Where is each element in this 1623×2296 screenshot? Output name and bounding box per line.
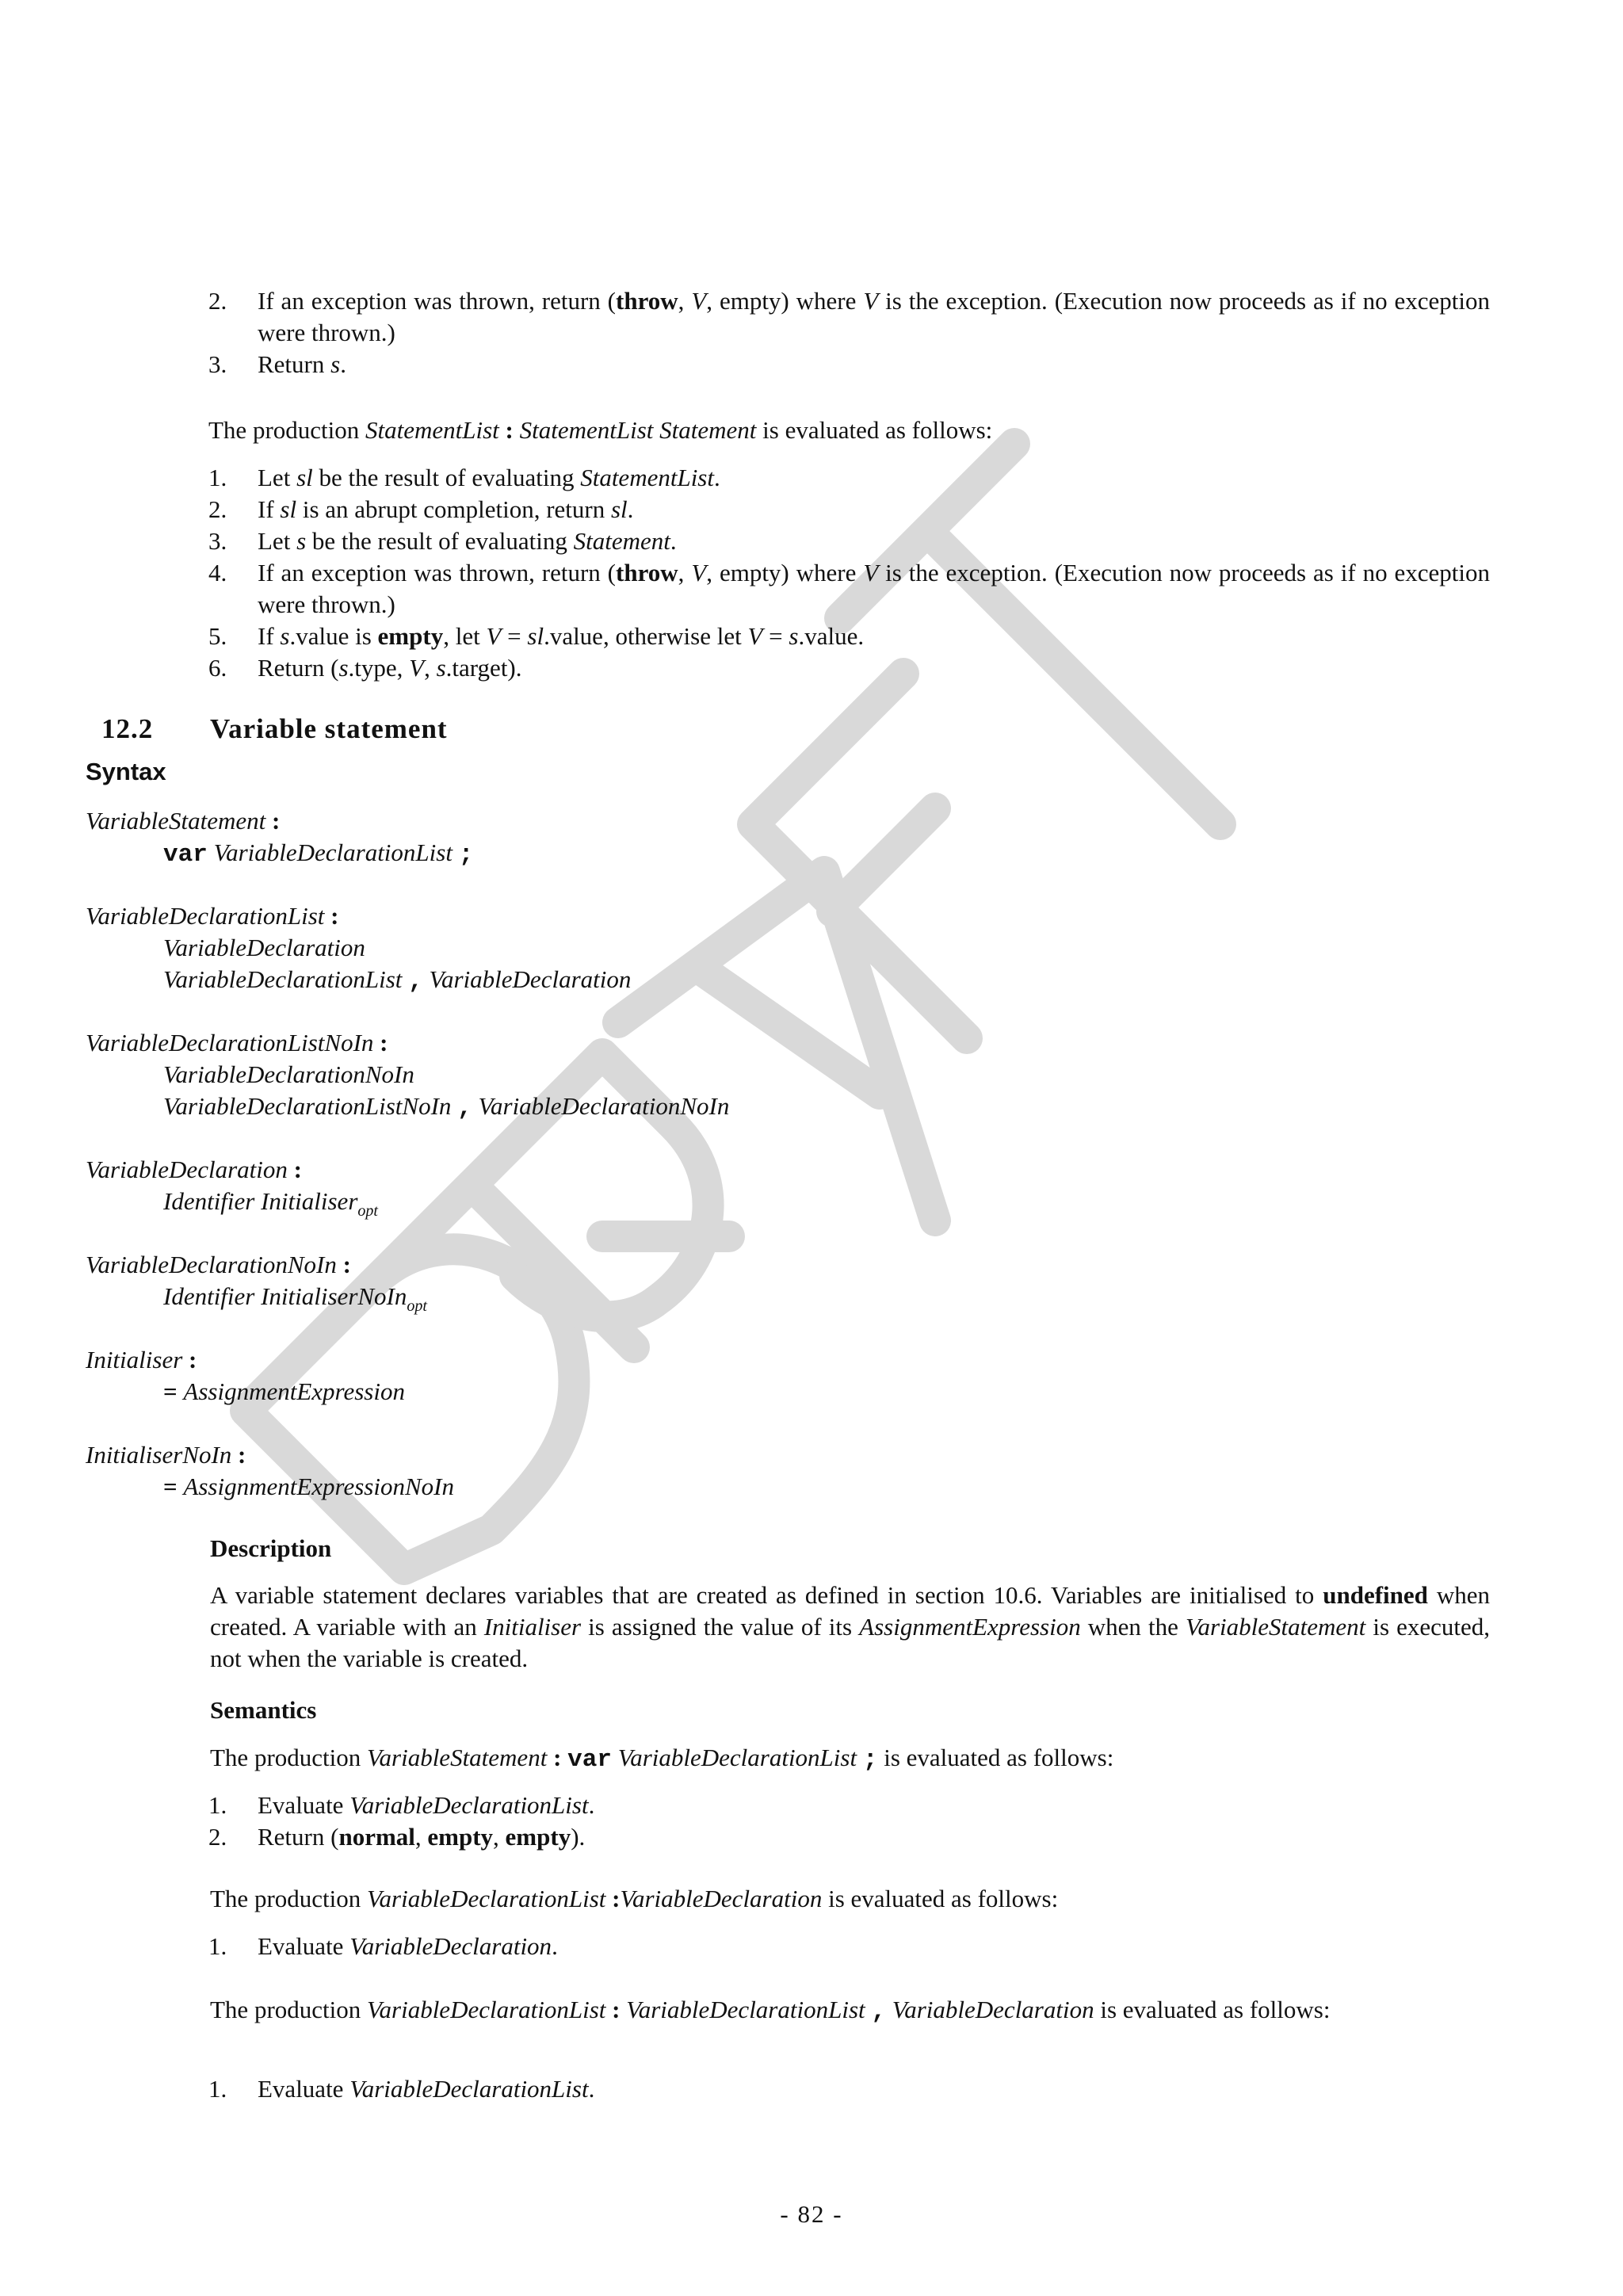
list-item (208, 1931, 1490, 1962)
step-number: 1. (208, 464, 227, 491)
step-text: Evaluate VariableDeclaration. (258, 1932, 558, 1960)
list-item (208, 621, 1490, 652)
step-text: Evaluate VariableDeclarationList. (258, 1791, 595, 1819)
section-number: 12.2 (101, 713, 154, 744)
step-number: 2. (208, 287, 227, 315)
grammar-rhs: Identifier Initialiser$_{opt}$ (163, 1187, 378, 1220)
list-item (208, 2073, 1490, 2105)
step-text: Return (normal, empty, empty). (258, 1823, 586, 1851)
grammar-rhs: VariableDeclarationNoIn (163, 1060, 414, 1088)
semantics-steps-list-1 (208, 1790, 1490, 1853)
statementlist-production-paragraph: The production StatementList : StatementList Statement is evaluated as follows: (208, 416, 993, 444)
semantics-steps-list-2 (208, 1931, 1490, 1962)
semantics-heading: Semantics (210, 1696, 317, 1724)
step-text: Let s be the result of evaluating Statement. (258, 527, 677, 555)
list-item (208, 494, 1490, 525)
list-item (208, 525, 1490, 557)
intro-steps-list (208, 285, 1490, 380)
grammar-lhs: Initialiser : (86, 1346, 197, 1373)
semantics-paragraph-3: The production VariableDeclarationList : VariableDeclarationList , VariableDeclaration is evaluated as follows: (210, 1996, 1331, 2026)
step-number: 2. (208, 495, 227, 523)
grammar-rhs: = AssignmentExpression (163, 1377, 405, 1405)
grammar-lhs: VariableDeclarationListNoIn : (86, 1029, 388, 1056)
step-text: If an exception was thrown, return (throw, V, empty) where V is the exception. (Execution now proceeds as if no exception were thrown.) (258, 287, 1490, 346)
step-number: 3. (208, 527, 227, 555)
step-text: Let sl be the result of evaluating StatementList. (258, 464, 720, 491)
step-text: Evaluate VariableDeclarationList. (258, 2075, 595, 2103)
step-text: If an exception was thrown, return (throw, V, empty) where V is the exception. (Execution now proceeds as if no exception were thrown.) (258, 559, 1490, 618)
watermark-letter-a (618, 872, 935, 1221)
step-text: If s.value is empty, let V = sl.value, otherwise let V = s.value. (258, 622, 865, 650)
grammar-rhs: VariableDeclarationListNoIn , VariableDeclarationNoIn (163, 1092, 730, 1122)
grammar-lhs: VariableDeclarationNoIn : (86, 1251, 351, 1278)
semantics-paragraph-2: The production VariableDeclarationList :VariableDeclaration is evaluated as follows: (210, 1885, 1059, 1912)
step-text: If sl is an abrupt completion, return sl. (258, 495, 634, 523)
step-number: 1. (208, 1791, 227, 1819)
step-number: 5. (208, 622, 227, 650)
grammar-rhs: Identifier InitialiserNoIn$_{opt}$ (163, 1282, 427, 1315)
semantics-steps-list-3 (208, 2073, 1490, 2105)
step-number: 1. (208, 2075, 227, 2103)
semantics-paragraph-1: The production VariableStatement : var VariableDeclarationList ; is evaluated as follows: (210, 1744, 1114, 1774)
list-item (208, 285, 1490, 349)
description-paragraph: A variable statement declares variables that are created as defined in section 10.6. Variables are initialised to undefined when created. A variable with an Initialiser is assigned the value of its AssignmentExpression when the VariableStatement is executed, not when the variable is created. (210, 1581, 1490, 1672)
list-item (208, 557, 1490, 621)
grammar-lhs: VariableDeclaration : (86, 1156, 302, 1183)
step-number: 3. (208, 350, 227, 378)
step-number: 2. (208, 1823, 227, 1851)
step-number: 6. (208, 654, 227, 682)
step-number: 4. (208, 559, 227, 586)
statementlist-steps-list (208, 462, 1490, 684)
list-item (208, 349, 1490, 380)
step-text: Return s. (258, 350, 346, 378)
watermark-letter-f (753, 674, 967, 1038)
list-item (208, 462, 1490, 494)
description-heading: Description (210, 1534, 332, 1562)
grammar-rhs: VariableDeclarationList , VariableDeclaration (163, 965, 632, 995)
step-number: 1. (208, 1932, 227, 1960)
step-text: Return (s.type, V, s.target). (258, 654, 522, 682)
syntax-heading: Syntax (86, 758, 166, 785)
section-title: Variable statement (210, 713, 448, 744)
grammar-rhs: VariableDeclaration (163, 934, 365, 961)
list-item (208, 1821, 1490, 1853)
grammar-rhs: = AssignmentExpressionNoIn (163, 1473, 454, 1500)
grammar-lhs: InitialiserNoIn : (86, 1441, 246, 1469)
page-number: - 82 - (780, 2200, 843, 2228)
grammar-lhs: VariableStatement : (86, 807, 281, 835)
list-item (208, 1790, 1490, 1821)
list-item (208, 652, 1490, 684)
grammar-lhs: VariableDeclarationList : (86, 902, 339, 930)
grammar-rhs: var VariableDeclarationList ; (163, 839, 474, 869)
